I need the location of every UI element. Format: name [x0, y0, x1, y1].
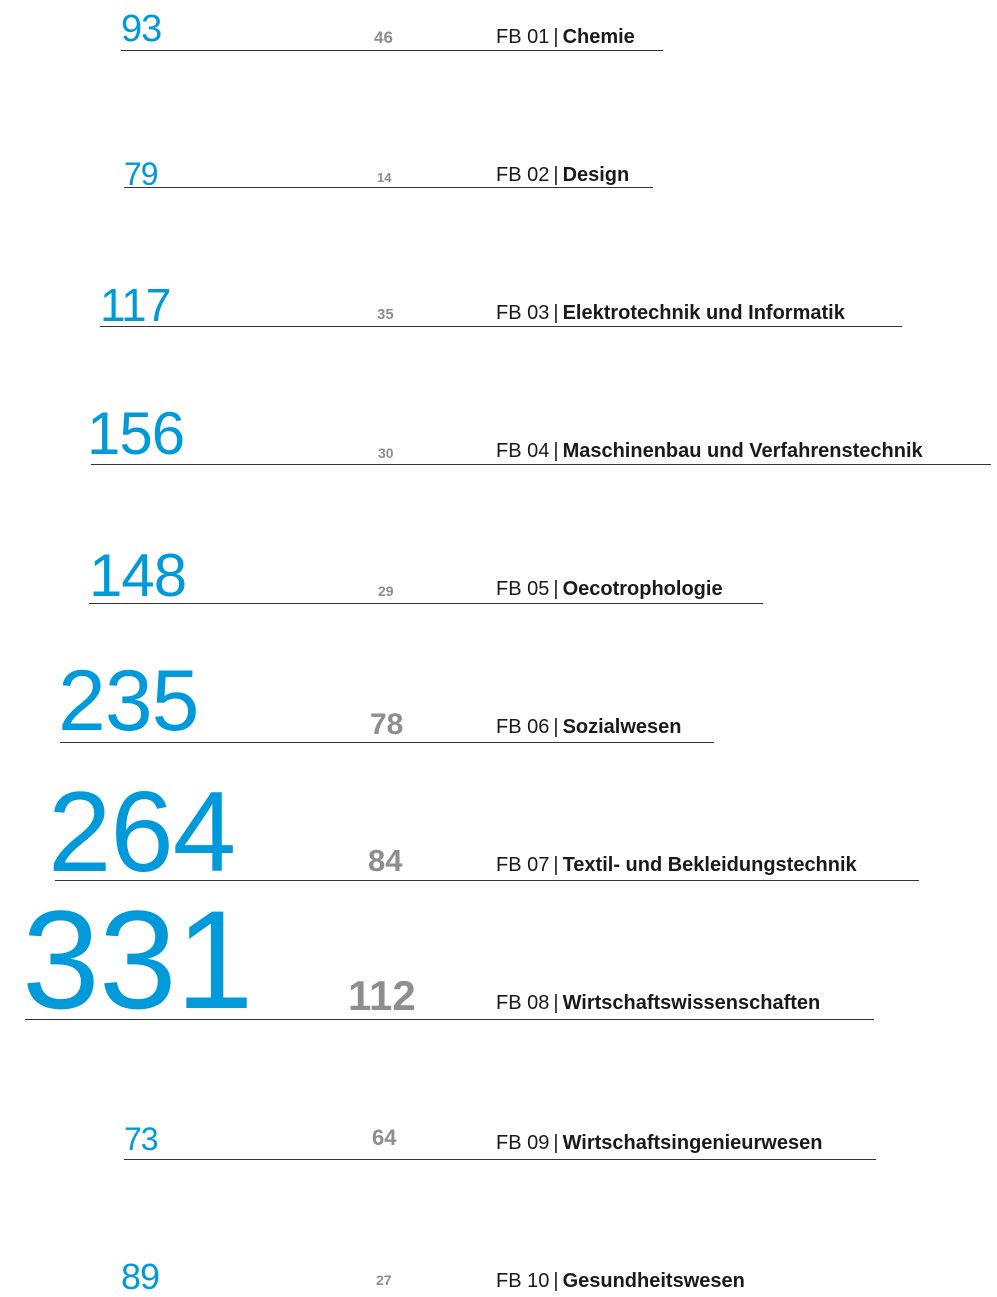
faculty-label [496, 717, 682, 737]
row-underline [124, 187, 653, 188]
faculty-label [496, 855, 857, 875]
secondary-value: 35 [377, 306, 394, 323]
secondary-value: 29 [378, 583, 394, 599]
faculty-separator: | [553, 992, 559, 1014]
faculty-separator: | [553, 1132, 559, 1154]
row-underline [60, 742, 714, 743]
primary-value: 89 [121, 1256, 160, 1297]
faculty-name: Wirtschaftsingenieurwesen [562, 1132, 823, 1154]
primary-value: 79 [124, 156, 158, 192]
faculty-separator: | [553, 302, 559, 324]
row-underline [89, 603, 763, 604]
faculty-separator: | [553, 716, 559, 738]
faculty-code: FB 03 [496, 302, 550, 324]
secondary-value: 27 [376, 1272, 392, 1288]
secondary-value: 78 [370, 708, 404, 741]
secondary-value: 14 [377, 170, 392, 185]
secondary-value: 112 [348, 972, 416, 1019]
faculty-label [496, 441, 923, 461]
faculty-code: FB 01 [496, 26, 550, 48]
primary-value: 117 [100, 279, 171, 331]
faculty-separator: | [553, 440, 559, 462]
faculty-name: Chemie [562, 26, 635, 48]
secondary-value: 84 [368, 843, 403, 878]
faculty-name: Textil- und Bekleidungstechnik [562, 854, 857, 876]
primary-value: 235 [58, 653, 199, 749]
faculty-label [496, 1271, 745, 1291]
faculty-label [496, 165, 629, 185]
row-underline [91, 464, 991, 465]
faculty-name: Design [562, 164, 630, 186]
faculty-name: Sozialwesen [562, 716, 682, 738]
faculty-code: FB 10 [496, 1270, 550, 1292]
primary-value: 156 [87, 400, 185, 467]
row-underline [100, 326, 902, 327]
faculty-name: Maschinenbau und Verfahrenstechnik [562, 440, 923, 462]
faculty-label [496, 993, 820, 1013]
faculty-code: FB 02 [496, 164, 550, 186]
secondary-value: 64 [372, 1125, 397, 1150]
faculty-separator: | [553, 26, 559, 48]
faculty-separator: | [553, 578, 559, 600]
faculty-name: Elektrotechnik und Informatik [562, 302, 845, 324]
row-underline [124, 1159, 876, 1160]
primary-value: 148 [89, 542, 187, 609]
faculty-code: FB 09 [496, 1132, 550, 1154]
faculty-label [496, 303, 845, 323]
faculty-code: FB 05 [496, 578, 550, 600]
primary-value: 331 [22, 881, 253, 1038]
faculty-label [496, 1133, 822, 1153]
faculty-name: Gesundheitswesen [562, 1270, 745, 1292]
faculty-name: Oecotrophologie [562, 578, 723, 600]
primary-value: 73 [124, 1121, 158, 1157]
row-underline [121, 50, 663, 51]
faculty-label [496, 27, 635, 47]
faculty-separator: | [553, 164, 559, 186]
secondary-value: 30 [378, 445, 394, 461]
faculty-name: Wirtschaftswissenschaften [562, 992, 821, 1014]
faculty-code: FB 08 [496, 992, 550, 1014]
faculty-separator: | [553, 1270, 559, 1292]
row-underline [25, 1019, 874, 1020]
faculty-label [496, 579, 723, 599]
primary-value: 264 [48, 769, 236, 896]
faculty-code: FB 07 [496, 854, 550, 876]
faculty-code: FB 04 [496, 440, 550, 462]
faculty-code: FB 06 [496, 716, 550, 738]
secondary-value: 46 [374, 28, 393, 47]
primary-value: 93 [121, 8, 162, 50]
faculty-separator: | [553, 854, 559, 876]
